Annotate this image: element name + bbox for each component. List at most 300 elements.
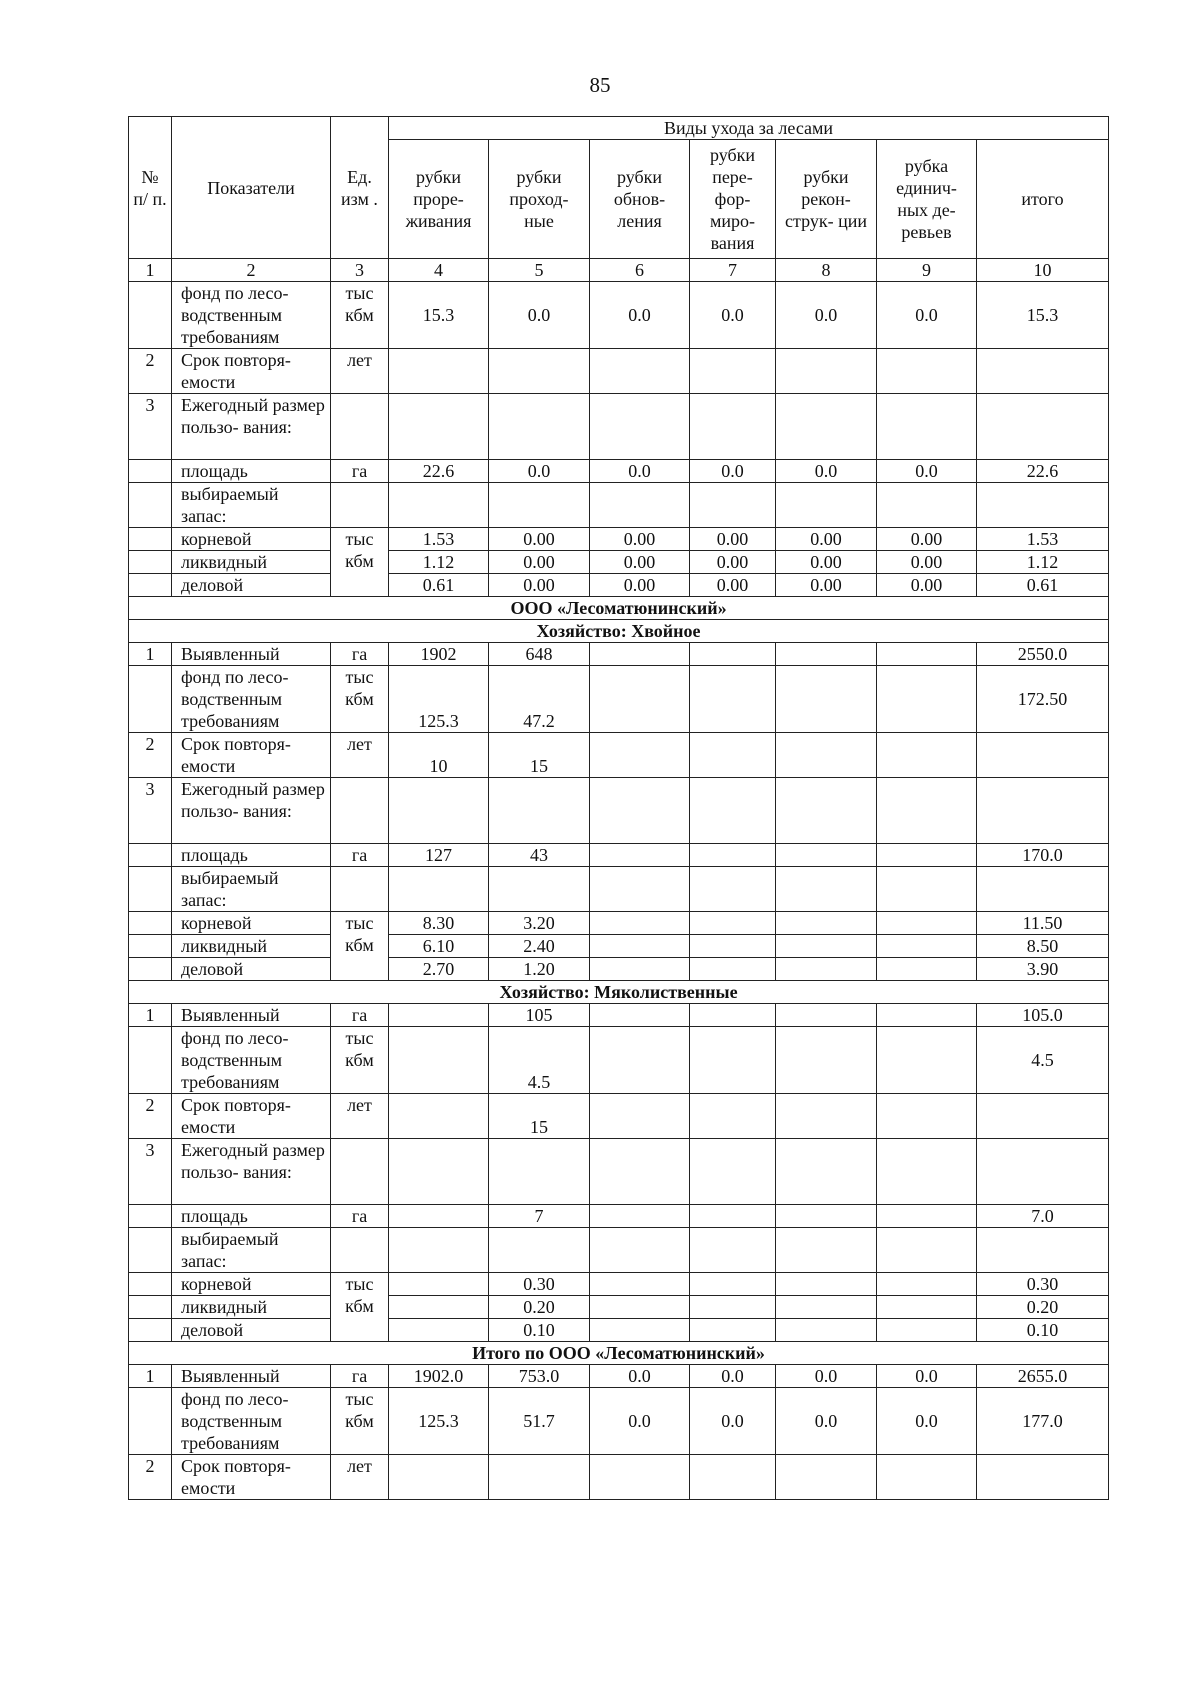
row-number [129,460,172,483]
value-cell: 0.10 [977,1319,1109,1342]
value-cell: 0.00 [489,551,590,574]
value-cell [489,1228,590,1273]
row-number [129,1388,172,1455]
value-cell [389,1004,489,1027]
unit-label: тыс кбм [331,1273,389,1342]
value-cell [776,1094,877,1139]
table-row [129,574,1109,597]
value-cell [690,1455,776,1500]
value-cell [489,1139,590,1205]
value-cell: 4.5 [977,1027,1109,1094]
header-col-single-trees: рубка единич- ных де- ревьев [877,140,977,259]
value-cell: 0.0 [590,1365,690,1388]
header-col-total: итого [977,140,1109,259]
unit-label: тыс кбм [331,528,389,597]
value-cell [690,394,776,460]
value-cell: 1902.0 [389,1365,489,1388]
value-cell: 0.00 [590,528,690,551]
table-row [129,551,1109,574]
value-cell [690,666,776,733]
column-number-row [129,259,1109,282]
unit-label: тыс кбм [331,1027,389,1094]
row-number: 3 [129,394,172,460]
indicator-label: фонд по лесо- водственным требованиям [172,666,331,733]
value-cell: 0.00 [690,528,776,551]
value-cell [590,844,690,867]
indicator-label: Срок повторя- емости [172,733,331,778]
row-number [129,1027,172,1094]
value-cell [776,1027,877,1094]
value-cell: 105 [489,1004,590,1027]
header-col-reconstruction: рубки рекон- струк- ции [776,140,877,259]
indicator-label: площадь [172,1205,331,1228]
value-cell [590,935,690,958]
value-cell [877,844,977,867]
value-cell: 0.61 [977,574,1109,597]
value-cell: 753.0 [489,1365,590,1388]
unit-label: тыс кбм [331,666,389,733]
column-number: 7 [690,259,776,282]
value-cell: 177.0 [977,1388,1109,1455]
header-group: Виды ухода за лесами [389,117,1109,140]
row-number [129,1205,172,1228]
value-cell [389,1094,489,1139]
value-cell: 0.0 [776,1388,877,1455]
value-cell [977,1094,1109,1139]
unit-label [331,1228,389,1273]
table-row [129,349,1109,394]
value-cell: 11.50 [977,912,1109,935]
unit-label: лет [331,1094,389,1139]
header-col-reformation: рубки пере- фор- миро- вания [690,140,776,259]
value-cell [590,349,690,394]
value-cell: 0.0 [776,460,877,483]
forest-care-table [128,116,1109,1500]
value-cell [690,935,776,958]
value-cell: 1.12 [389,551,489,574]
unit-label [331,778,389,844]
value-cell [776,1296,877,1319]
value-cell [877,733,977,778]
column-number: 5 [489,259,590,282]
value-cell [590,1094,690,1139]
row-number: 2 [129,1094,172,1139]
value-cell: 0.0 [690,460,776,483]
value-cell [389,349,489,394]
row-number [129,483,172,528]
value-cell [489,394,590,460]
value-cell [776,778,877,844]
value-cell [389,1027,489,1094]
value-cell: 0.0 [690,1365,776,1388]
section-heading-total: Итого по ООО «Лесоматюнинский» [129,1342,1109,1365]
indicator-label: выбираемый запас: [172,867,331,912]
value-cell [389,1228,489,1273]
value-cell [776,666,877,733]
value-cell [776,349,877,394]
value-cell [690,1205,776,1228]
column-number: 6 [590,259,690,282]
table-row [129,394,1109,460]
value-cell: 15 [489,1094,590,1139]
table-row [129,1004,1109,1027]
value-cell: 1.53 [977,528,1109,551]
unit-label: лет [331,1455,389,1500]
value-cell [977,483,1109,528]
indicator-label: выбираемый запас: [172,483,331,528]
value-cell [690,349,776,394]
header-col-thinning: рубки проре- живания [389,140,489,259]
section-heading-org: ООО «Лесоматюнинский» [129,597,1109,620]
header-col-renewal: рубки обнов- ления [590,140,690,259]
value-cell: 1.12 [977,551,1109,574]
value-cell [690,1228,776,1273]
value-cell: 51.7 [489,1388,590,1455]
value-cell: 127 [389,844,489,867]
value-cell: 3.90 [977,958,1109,981]
value-cell: 1.53 [389,528,489,551]
value-cell [977,778,1109,844]
value-cell: 0.00 [690,551,776,574]
table-row [129,1388,1109,1455]
indicator-label: корневой [172,912,331,935]
value-cell [690,643,776,666]
table-row [129,778,1109,844]
value-cell: 0.00 [776,574,877,597]
value-cell: 0.00 [877,574,977,597]
value-cell [389,1205,489,1228]
unit-label [331,483,389,528]
value-cell [489,867,590,912]
table-row [129,1296,1109,1319]
row-number [129,958,172,981]
row-number [129,867,172,912]
value-cell [776,1273,877,1296]
indicator-label: Срок повторя- емости [172,1455,331,1500]
value-cell [877,666,977,733]
value-cell: 0.0 [590,1388,690,1455]
column-number: 1 [129,259,172,282]
value-cell: 22.6 [389,460,489,483]
indicator-label: ликвидный [172,935,331,958]
row-number: 2 [129,1455,172,1500]
value-cell [977,349,1109,394]
unit-label: тыс кбм [331,1388,389,1455]
value-cell [590,483,690,528]
value-cell: 2.70 [389,958,489,981]
row-number [129,528,172,551]
value-cell: 0.30 [977,1273,1109,1296]
table-row [129,1228,1109,1273]
indicator-label: Ежегодный размер пользо- вания: [172,1139,331,1205]
unit-label [331,394,389,460]
row-number [129,844,172,867]
value-cell: 105.0 [977,1004,1109,1027]
value-cell: 6.10 [389,935,489,958]
value-cell [877,1094,977,1139]
indicator-label: Выявленный [172,643,331,666]
value-cell: 0.00 [690,574,776,597]
value-cell: 8.50 [977,935,1109,958]
value-cell: 125.3 [389,1388,489,1455]
value-cell [690,1296,776,1319]
indicator-label: фонд по лесо- водственным требованиям [172,1388,331,1455]
value-cell [389,1455,489,1500]
value-cell [690,958,776,981]
value-cell [690,912,776,935]
value-cell: 0.0 [489,282,590,349]
value-cell [776,643,877,666]
value-cell [590,394,690,460]
value-cell [877,958,977,981]
value-cell: 0.20 [489,1296,590,1319]
table-row [129,958,1109,981]
header-indicator: Показатели [172,117,331,259]
value-cell [590,643,690,666]
value-cell [776,912,877,935]
row-number [129,912,172,935]
value-cell [776,1004,877,1027]
value-cell: 0.0 [877,460,977,483]
value-cell [690,1004,776,1027]
table-row [129,1455,1109,1500]
value-cell [977,867,1109,912]
value-cell [877,1027,977,1094]
section-row [129,620,1109,643]
value-cell: 2550.0 [977,643,1109,666]
value-cell: 0.00 [877,551,977,574]
table-row [129,1319,1109,1342]
section-heading-coniferous: Хозяйство: Хвойное [129,620,1109,643]
value-cell [877,643,977,666]
value-cell: 0.30 [489,1273,590,1296]
indicator-label: корневой [172,1273,331,1296]
value-cell [877,1296,977,1319]
value-cell [690,1094,776,1139]
indicator-label: Срок повторя- емости [172,1094,331,1139]
indicator-label: ликвидный [172,551,331,574]
value-cell: 172.50 [977,666,1109,733]
value-cell: 0.61 [389,574,489,597]
unit-label: га [331,1205,389,1228]
table-row [129,528,1109,551]
value-cell [590,778,690,844]
indicator-label: Выявленный [172,1365,331,1388]
value-cell [690,1027,776,1094]
value-cell [590,867,690,912]
value-cell: 0.0 [877,282,977,349]
value-cell: 0.20 [977,1296,1109,1319]
row-number: 1 [129,643,172,666]
indicator-label: деловой [172,958,331,981]
value-cell [690,844,776,867]
section-row [129,981,1109,1004]
value-cell: 3.20 [489,912,590,935]
column-number: 9 [877,259,977,282]
indicator-label: ликвидный [172,1296,331,1319]
value-cell [776,867,877,912]
value-cell [389,483,489,528]
value-cell [590,1139,690,1205]
indicator-label: деловой [172,574,331,597]
row-number: 1 [129,1365,172,1388]
value-cell: 0.00 [877,528,977,551]
value-cell [877,394,977,460]
indicator-label: деловой [172,1319,331,1342]
indicator-label: фонд по лесо- водственным требованиям [172,1027,331,1094]
value-cell [489,1455,590,1500]
page-number: 85 [589,73,611,97]
indicator-label: Выявленный [172,1004,331,1027]
row-number [129,574,172,597]
value-cell: 0.0 [489,460,590,483]
value-cell: 2.40 [489,935,590,958]
unit-label: лет [331,733,389,778]
header-num: № п/ п. [129,117,172,259]
value-cell: 1.20 [489,958,590,981]
unit-label: лет [331,349,389,394]
value-cell [590,912,690,935]
row-number [129,551,172,574]
unit-label: га [331,1365,389,1388]
indicator-label: корневой [172,528,331,551]
value-cell [590,1027,690,1094]
table-row [129,643,1109,666]
table-row [129,460,1109,483]
value-cell [590,958,690,981]
value-cell [877,935,977,958]
value-cell [877,349,977,394]
value-cell: 0.00 [590,574,690,597]
unit-label: тыс кбм [331,912,389,981]
table-row [129,666,1109,733]
value-cell: 0.00 [776,528,877,551]
value-cell [977,1228,1109,1273]
value-cell: 0.0 [690,282,776,349]
value-cell: 0.0 [877,1365,977,1388]
value-cell [877,483,977,528]
value-cell [690,778,776,844]
value-cell [977,394,1109,460]
row-number [129,935,172,958]
unit-label: га [331,844,389,867]
indicator-label: выбираемый запас: [172,1228,331,1273]
value-cell: 7.0 [977,1205,1109,1228]
value-cell [590,666,690,733]
value-cell [877,1004,977,1027]
value-cell [389,1139,489,1205]
unit-label: га [331,1004,389,1027]
value-cell [489,483,590,528]
value-cell [590,1319,690,1342]
value-cell [590,1296,690,1319]
value-cell: 0.0 [877,1388,977,1455]
row-number: 2 [129,733,172,778]
value-cell: 125.3 [389,666,489,733]
section-row [129,597,1109,620]
unit-label [331,1139,389,1205]
value-cell [776,733,877,778]
value-cell [776,958,877,981]
value-cell [776,935,877,958]
column-number: 3 [331,259,389,282]
value-cell [690,1273,776,1296]
value-cell [690,867,776,912]
table-row [129,1094,1109,1139]
value-cell: 0.0 [776,282,877,349]
value-cell: 0.10 [489,1319,590,1342]
value-cell [776,483,877,528]
table-row [129,483,1109,528]
column-number: 8 [776,259,877,282]
value-cell: 15.3 [389,282,489,349]
row-number [129,1319,172,1342]
table-row [129,1365,1109,1388]
table-row [129,282,1109,349]
value-cell [389,778,489,844]
value-cell [590,1455,690,1500]
value-cell [389,1319,489,1342]
value-cell [776,1139,877,1205]
value-cell [776,394,877,460]
section-heading-softwood: Хозяйство: Мяколиственные [129,981,1109,1004]
table-row [129,1139,1109,1205]
row-number [129,666,172,733]
value-cell [977,1455,1109,1500]
value-cell: 4.5 [489,1027,590,1094]
row-number: 2 [129,349,172,394]
value-cell: 43 [489,844,590,867]
value-cell: 0.0 [776,1365,877,1388]
value-cell [776,1228,877,1273]
value-cell: 170.0 [977,844,1109,867]
value-cell: 0.0 [590,282,690,349]
value-cell: 0.0 [690,1388,776,1455]
section-row [129,1342,1109,1365]
value-cell: 15 [489,733,590,778]
value-cell [977,1139,1109,1205]
value-cell: 7 [489,1205,590,1228]
row-number: 1 [129,1004,172,1027]
value-cell: 8.30 [389,912,489,935]
indicator-label: площадь [172,460,331,483]
value-cell [877,1205,977,1228]
value-cell [389,867,489,912]
header-unit: Ед. изм . [331,117,389,259]
value-cell: 2655.0 [977,1365,1109,1388]
indicator-label: Ежегодный размер пользо- вания: [172,778,331,844]
value-cell [877,1455,977,1500]
row-number [129,1273,172,1296]
value-cell [776,1455,877,1500]
table-row [129,844,1109,867]
table-row [129,1205,1109,1228]
value-cell: 15.3 [977,282,1109,349]
row-number [129,1296,172,1319]
unit-label: га [331,460,389,483]
value-cell [690,483,776,528]
value-cell [877,912,977,935]
column-number: 2 [172,259,331,282]
value-cell: 0.0 [590,460,690,483]
value-cell [590,1273,690,1296]
value-cell: 0.00 [489,528,590,551]
value-cell [877,867,977,912]
column-number: 10 [977,259,1109,282]
value-cell: 1902 [389,643,489,666]
value-cell [690,1319,776,1342]
table-row [129,912,1109,935]
